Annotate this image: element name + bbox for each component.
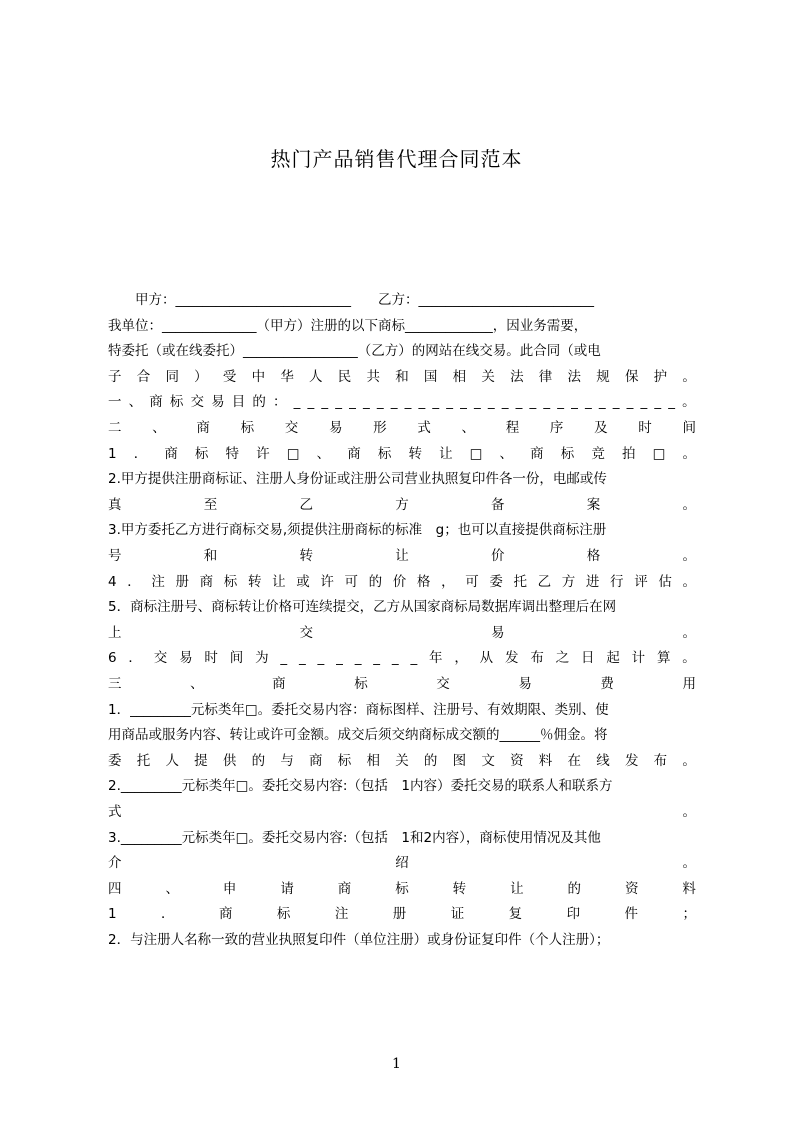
body-line: 1 ． 商 标 特 许 □ 、 商 标 转 让 □ 、 商 标 竞 拍 □ 。	[108, 445, 696, 462]
body-line: 3._________元标类年□。委托交易内容:（包括 1和2内容），商标使用情况及其他	[108, 829, 601, 846]
body-line: 1 ． 商 标 注 册 证 复 印 件 ；	[108, 906, 696, 923]
body-line: 二 、 商 标 交 易 形 式 、 程 序 及 时 间	[108, 420, 696, 436]
body-line: 6 ． 交 易 时 间 为 _ _ _ _ _ _ _ _ 年 ， 从 发 布 之 日 起 计 算 。	[108, 650, 696, 667]
body-line: 4 ． 注 册 商 标 转 让 或 许 可 的 价 格 ， 可 委 托 乙 方 进 行 评 估 。	[108, 573, 696, 590]
body-line: 号 和 转 让 价 格 。	[108, 548, 696, 564]
body-line: 三 、 商 标 交 易 费 用	[108, 676, 696, 692]
body-line: 用商品或服务内容、转让或许可金额。成交后须交纳商标成交额的______％佣金。将	[108, 727, 608, 744]
body-line: 2.甲方提供注册商标证、注册人身份证或注册公司营业执照复印件各一份，电邮或传	[108, 471, 607, 488]
body-line: 真 至 乙 方 备 案 。	[108, 496, 696, 513]
body-line: 上 交 易 。	[108, 624, 696, 641]
body-line: 介 绍 。	[108, 855, 696, 872]
body-line: 1．_________元标类年□。委托交易内容：商标图样、注册号、有效期限、类别、使	[108, 701, 609, 718]
page-number: 1	[392, 1056, 401, 1072]
body-line: 特委托（或在线委托）_________________（乙方）的网站在线交易。此合同（或电	[108, 343, 601, 360]
body-line: 3.甲方委托乙方进行商标交易,须提供注册商标的标准 g；也可以直接提供商标注册	[108, 522, 607, 539]
body-line: 我单位：______________（甲方）注册的以下商标_____________，因业务需要，	[108, 317, 588, 334]
body-line: 式 。	[108, 804, 696, 820]
body-line: 子 合 同 ） 受 中 华 人 民 共 和 国 相 关 法 律 法 规 保 护 。	[108, 368, 696, 385]
body-line: 甲方：__________________________ 乙方：__________________________	[108, 292, 594, 308]
body-line: 一 、 商 标 交 易 目 的 ： _ _ _ _ _ _ _ _ _ _ _ _ _ _ _ _ _ _ _ _ _ _ _ _ _ _ _ _ 。	[108, 394, 696, 411]
body-line: 2．与注册人名称一致的营业执照复印件（单位注册）或身份证复印件（个人注册）；	[108, 932, 610, 948]
body-line: 四 、 申 请 商 标 转 让 的 资 料	[108, 880, 696, 897]
document-title: 热门产品销售代理合同范本	[270, 147, 523, 171]
body-line: 2._________元标类年□。委托交易内容:（包括 1内容）委托交易的联系人和联系方	[108, 778, 613, 795]
body-line: 委 托 人 提 供 的 与 商 标 相 关 的 图 文 资 料 在 线 发 布 。	[108, 752, 696, 769]
body-line: 5．商标注册号、商标转让价格可连续提交，乙方从国家商标局数据库调出整理后在网	[108, 599, 617, 616]
